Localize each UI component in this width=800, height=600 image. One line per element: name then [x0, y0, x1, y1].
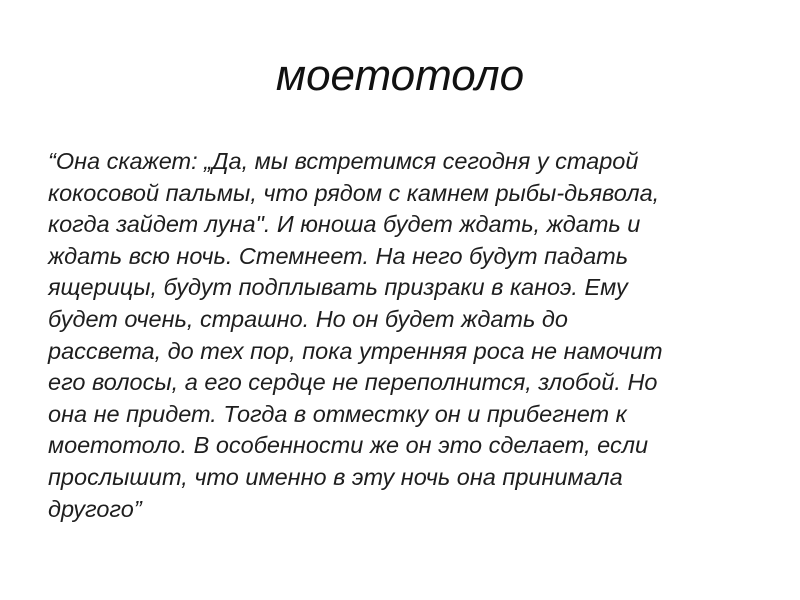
quote-line: когда зайдет луна". И юноша будет ждать, ждать и	[48, 211, 641, 238]
quote-line: прослышит, что именно в эту ночь она принимала	[48, 463, 623, 490]
quote-line: будет очень, страшно. Но он будет ждать до	[48, 305, 568, 332]
quote-line: другого”	[48, 495, 142, 522]
quote-line: ящерицы, будут подплывать призраки в каноэ. Ему	[48, 274, 628, 301]
quote-line: моетотоло. В особенности же он это сделает, если	[48, 432, 649, 459]
quote-line: его волосы, а его сердце не переполнится, злобой. Но	[48, 369, 658, 396]
quote-line: кокосовой пальмы, что рядом с камнем рыбы-дьявола,	[48, 179, 660, 206]
quote-line: “Она скажет: „Да, мы встретимся сегодня у старой	[48, 148, 639, 174]
quote-line: она не придет. Тогда в отместку он и прибегнет к	[48, 400, 627, 427]
quote-text	[48, 146, 768, 525]
quote-line: рассвета, до тех пор, пока утренняя роса не намочит	[48, 337, 663, 364]
quote-line: ждать всю ночь. Стемнеет. На него будут падать	[48, 242, 629, 269]
slide-title: моетотоло	[275, 51, 525, 100]
